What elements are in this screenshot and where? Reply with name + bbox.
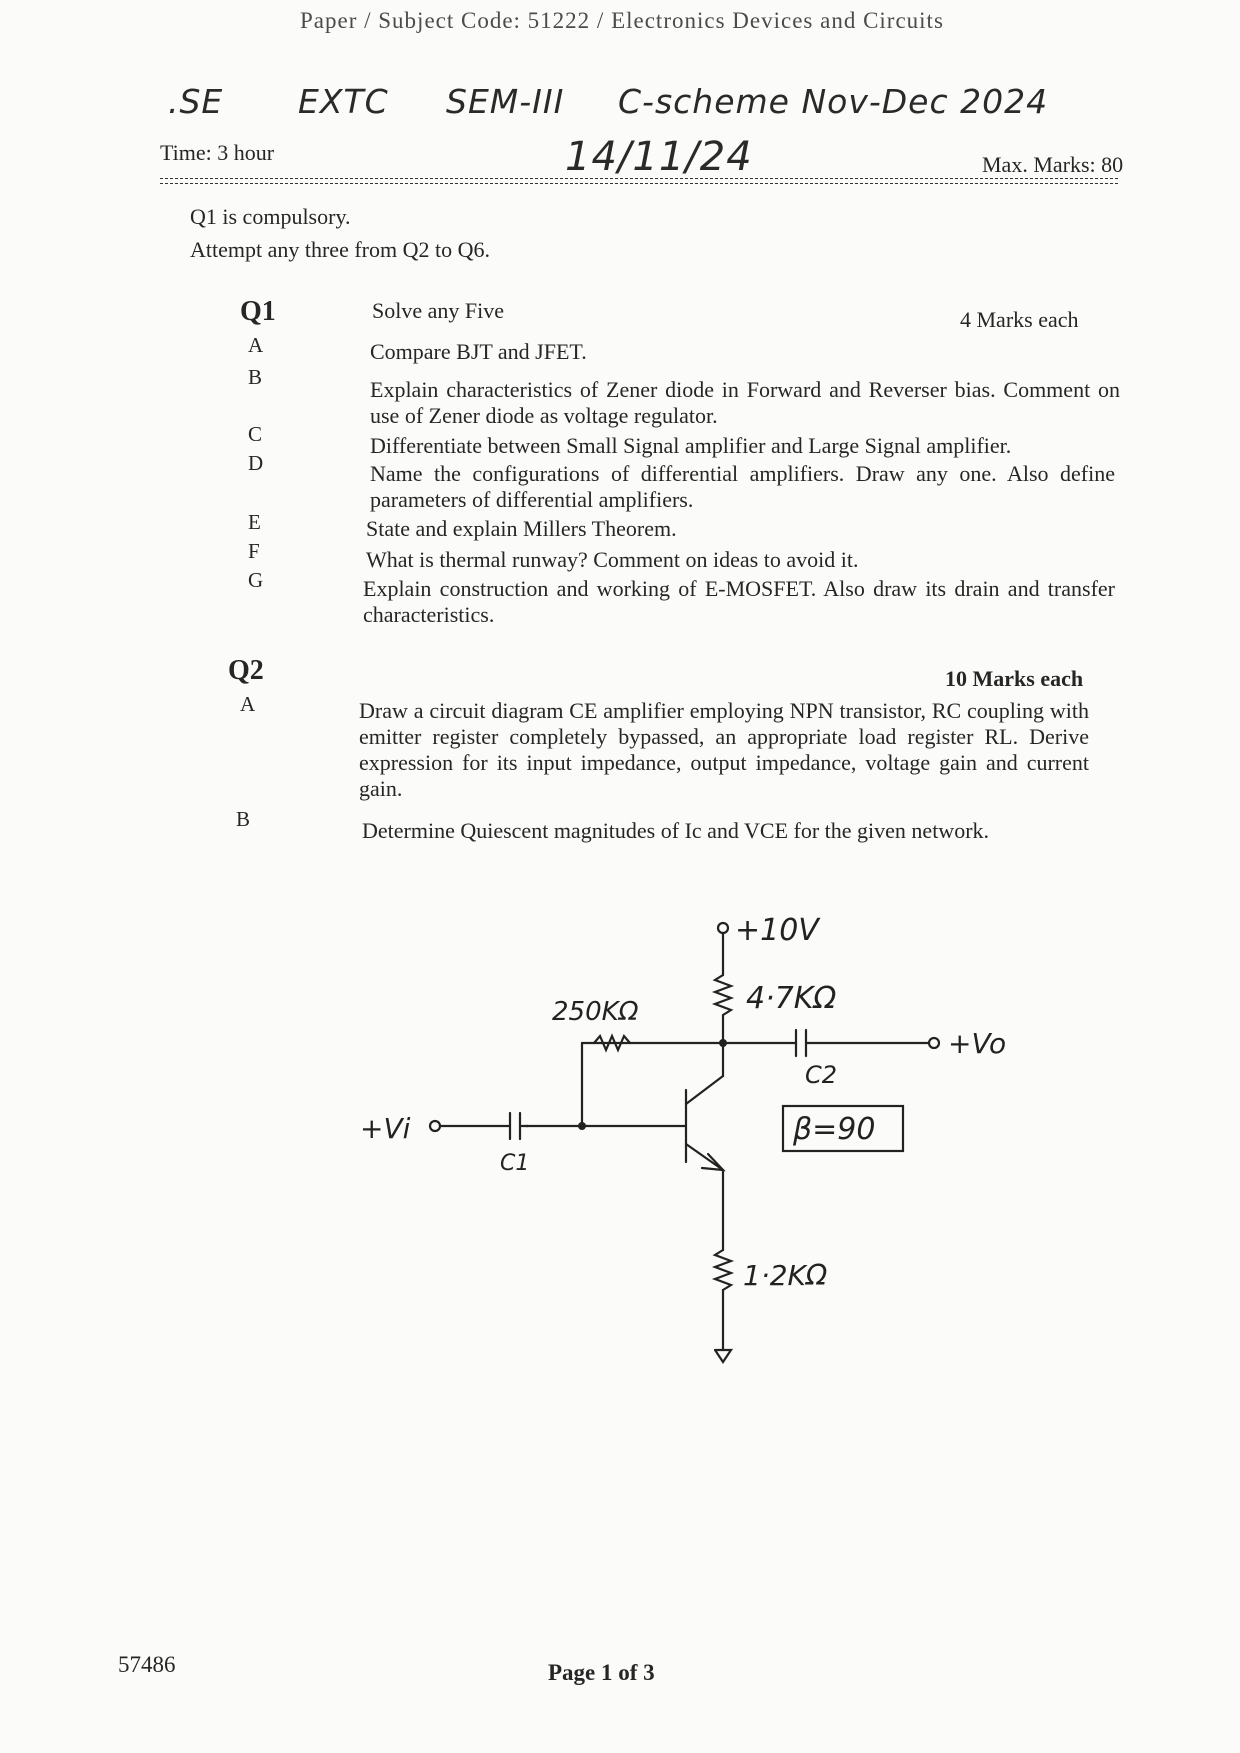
collector-node: [719, 1039, 727, 1047]
header-divider: [160, 178, 1118, 179]
q1-letter-c: C: [248, 422, 263, 446]
q2-marks: 10 Marks each: [945, 666, 1084, 691]
emitter-lead: [686, 1144, 723, 1170]
vin-label: +Vi: [360, 1112, 411, 1145]
handwritten-header: [168, 82, 1128, 128]
q1-label: Q1: [240, 296, 276, 327]
max-marks: Max. Marks: 80: [982, 152, 1124, 177]
c1-label: C1: [500, 1151, 530, 1176]
instructions: [190, 200, 490, 266]
base-node: [578, 1122, 586, 1130]
rc-resistor: [715, 975, 731, 1015]
ce-amplifier-circuit: [350, 880, 1007, 1400]
ground-symbol: [715, 1350, 731, 1362]
re-label: 1·2KΩ: [743, 1259, 828, 1292]
q2-label: Q2: [228, 655, 264, 686]
hw-date: 14/11/24: [565, 134, 753, 180]
exam-time: Time: 3 hour: [160, 140, 275, 165]
rb-label: 250KΩ: [552, 997, 639, 1027]
collector-lead: [686, 1076, 723, 1104]
paper-id: 57486: [118, 1652, 176, 1677]
q1-instruction: Solve any Five: [372, 298, 504, 323]
beta-label: β=90: [793, 1112, 876, 1147]
q2-letter-a: A: [240, 692, 256, 716]
q1-item-b: Explain characteristics of Zener diode in Forward and Reverser bias. Comment on use of Zener diode as voltage regulator.: [370, 377, 1120, 428]
q1-letter-b: B: [248, 365, 263, 389]
q1-marks: 4 Marks each: [960, 307, 1079, 332]
vcc-terminal: [718, 923, 728, 933]
rc-label: 4·7KΩ: [746, 981, 837, 1016]
vcc-label: +10V: [735, 913, 819, 948]
q2-item-b: Determine Quiescent magnitudes of Ic and VCE for the given network.: [362, 818, 990, 843]
q1-letter-f: F: [248, 539, 260, 563]
hw-class: .SE: [168, 82, 224, 121]
vout-terminal: [929, 1038, 939, 1048]
q1-item-d: Name the configurations of differential amplifiers. Draw any one. Also define parameters of differential amplifiers.: [370, 461, 1115, 512]
instruction-1: Q1 is compulsory.: [190, 204, 351, 229]
vin-terminal: [430, 1121, 440, 1131]
instruction-2: Attempt any three from Q2 to Q6.: [190, 237, 490, 262]
q1-item-c: Differentiate between Small Signal amplifier and Large Signal amplifier.: [370, 433, 1012, 458]
q1-item-e: State and explain Millers Theorem.: [366, 516, 677, 541]
hw-branch: EXTC: [298, 82, 389, 121]
q1-letter-a: A: [248, 333, 264, 357]
header-divider-2: [160, 183, 1118, 184]
q1-item-g: Explain construction and working of E-MOSFET. Also draw its drain and transfer characteristics.: [363, 576, 1115, 627]
q1-item-f: What is thermal runway? Comment on ideas to avoid it.: [366, 547, 859, 572]
hw-scheme: C-scheme Nov-Dec 2024: [618, 82, 1049, 121]
c2-label: C2: [805, 1061, 838, 1089]
hw-sem: SEM-III: [446, 82, 565, 121]
page-number: Page 1 of 3: [548, 1660, 655, 1685]
q2-letter-b: B: [236, 807, 251, 831]
q1-item-a: Compare BJT and JFET.: [370, 339, 587, 364]
q1-letter-g: G: [248, 568, 264, 592]
re-resistor: [715, 1250, 731, 1290]
vout-label: +Vo: [948, 1027, 1007, 1060]
q1-letter-d: D: [248, 451, 264, 475]
q1-letter-e: E: [248, 510, 261, 534]
q2-item-a: Draw a circuit diagram CE amplifier employing NPN transistor, RC coupling with emitter register completely bypassed, an appropriate load register RL. Derive expression for its input impedance, output impedance, voltage gain and current gain.: [359, 698, 1089, 801]
paper-code-header: Paper / Subject Code: 51222 / Electronics Devices and Circuits: [300, 8, 944, 33]
